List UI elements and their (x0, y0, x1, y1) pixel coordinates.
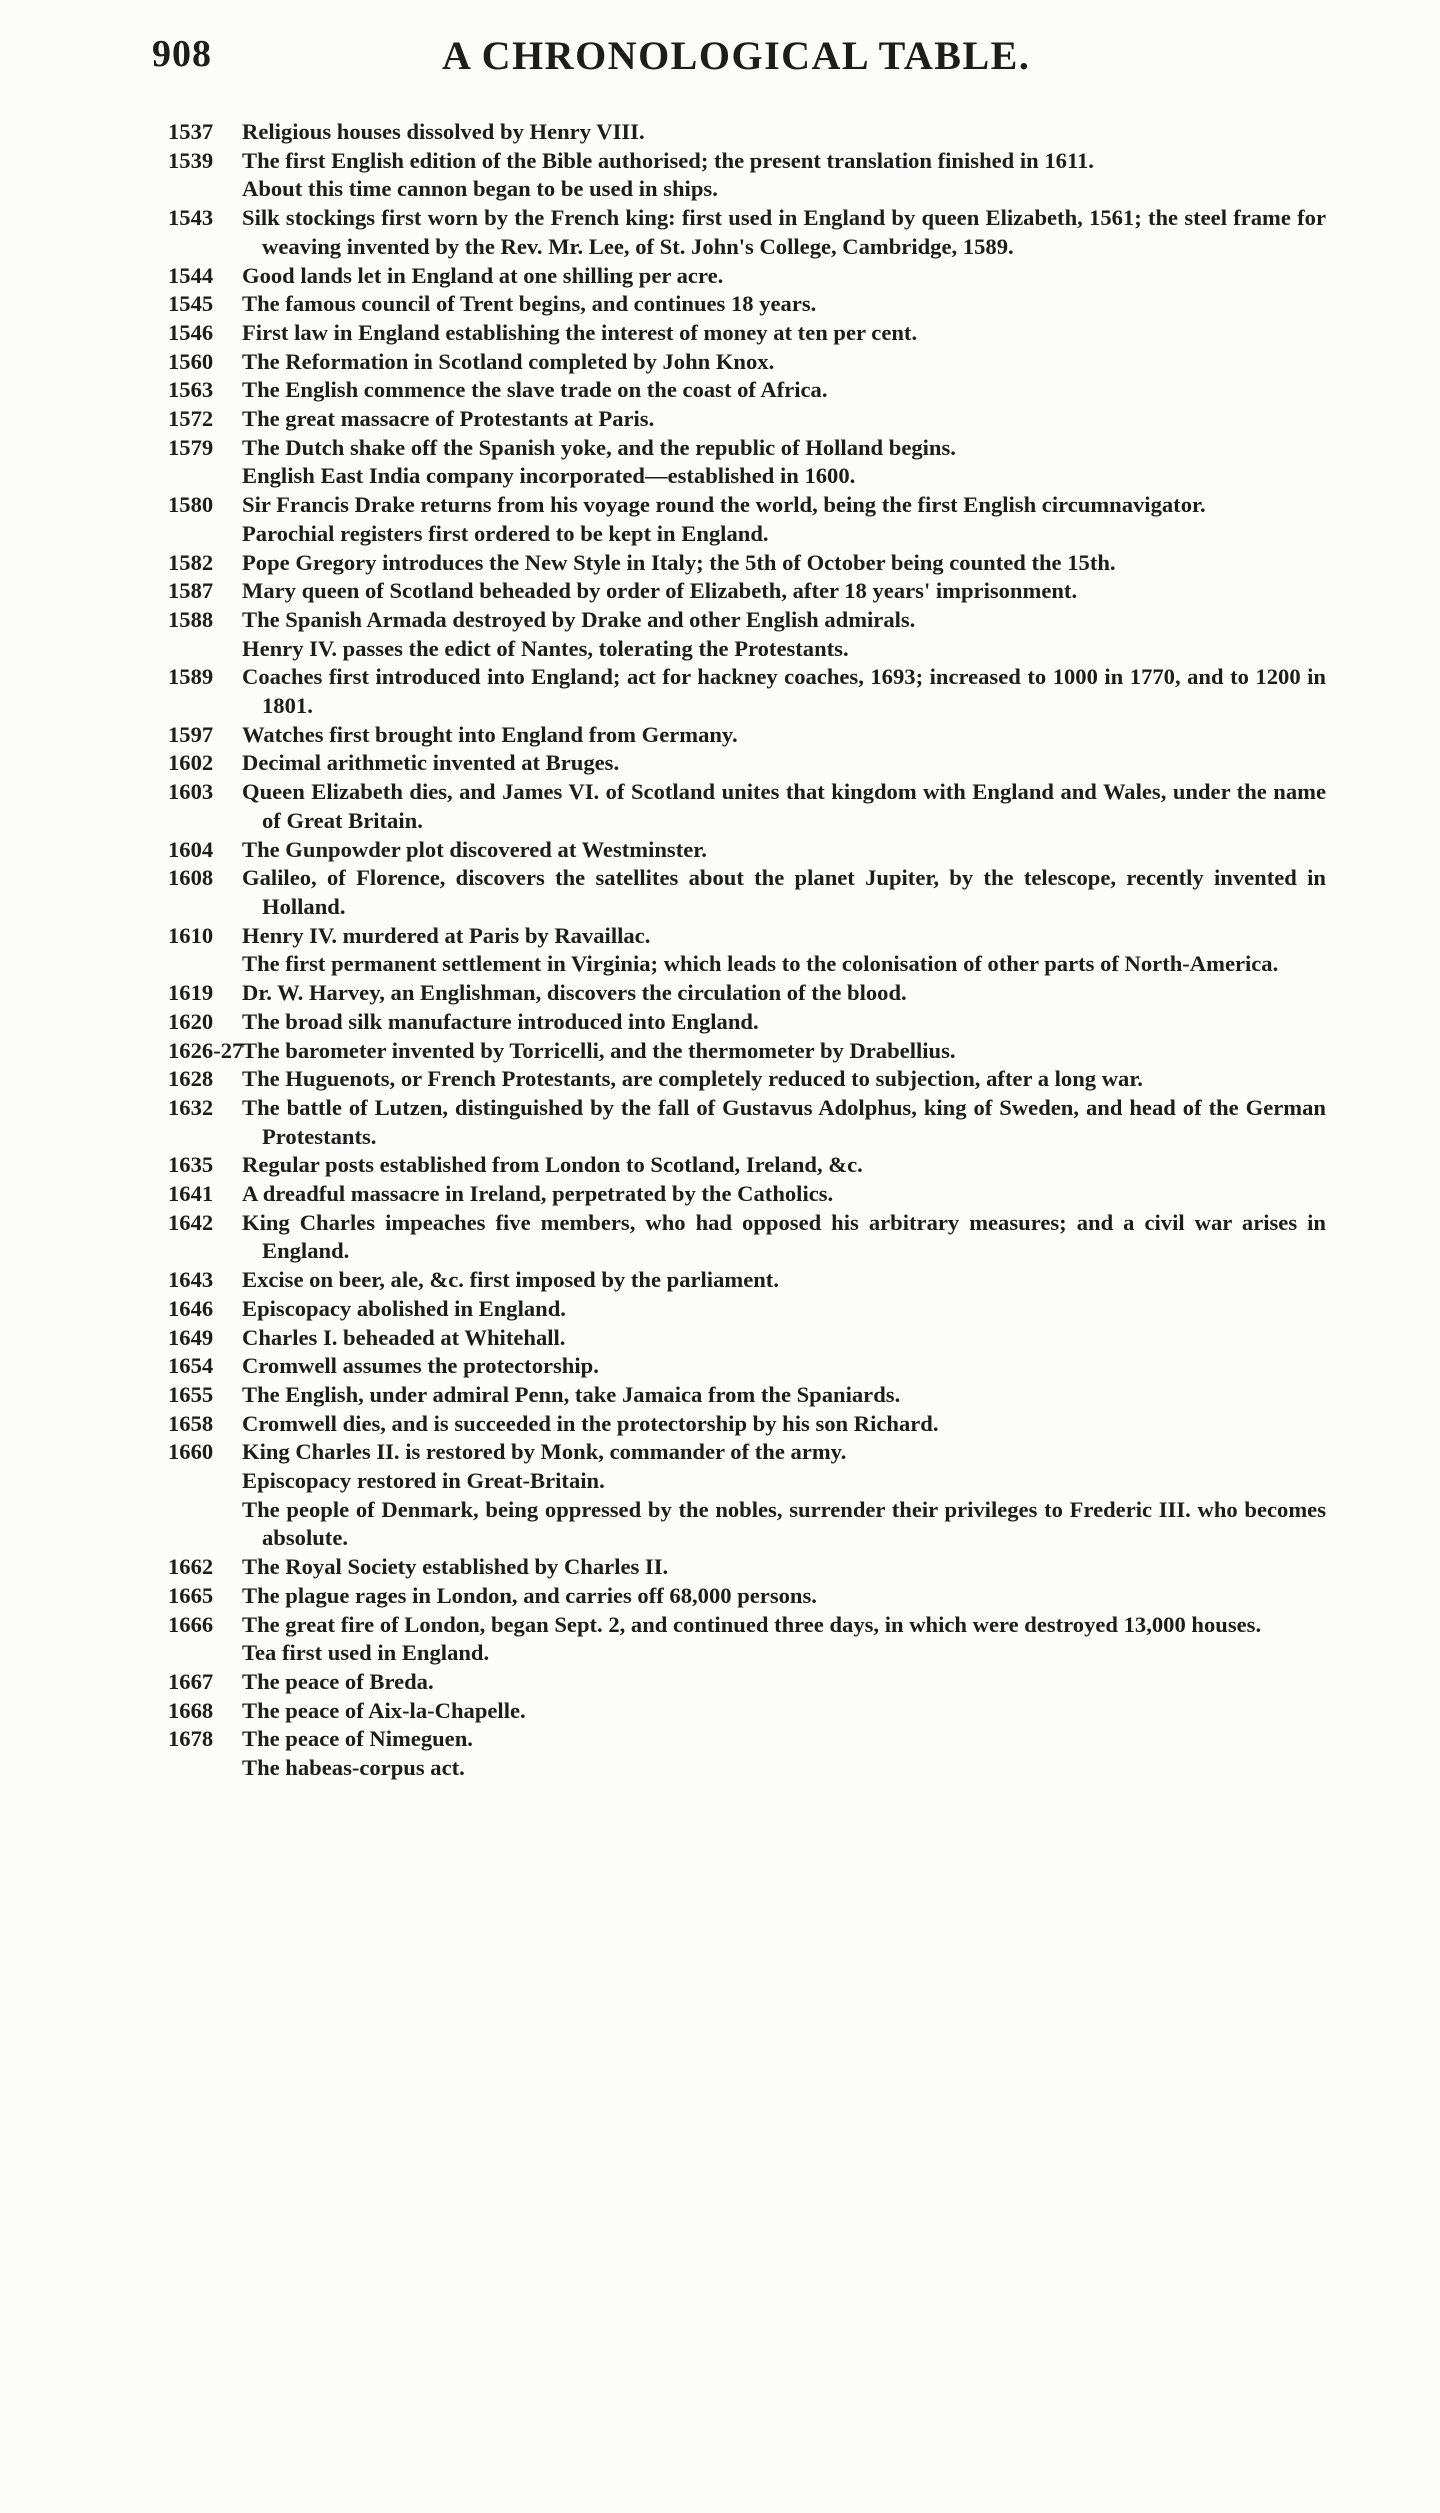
entry-text: Tea first used in England. (242, 1640, 490, 1666)
chronology-entry (168, 778, 1326, 835)
chronology-entry (168, 462, 1326, 491)
running-title: A CHRONOLOGICAL TABLE. (442, 33, 1031, 78)
chronology-entry (168, 175, 1326, 204)
entry-year: 1543 (168, 205, 214, 231)
entry-year: 1546 (168, 319, 214, 345)
chronology-entry (168, 864, 1326, 921)
entry-text: The broad silk manufacture introduced into England. (242, 1008, 759, 1034)
entry-text: The English commence the slave trade on the coast of Africa. (242, 377, 828, 403)
entry-text: Dr. W. Harvey, an Englishman, discovers the circulation of the blood. (242, 980, 907, 1006)
entry-text: The plague rages in London, and carries off 68,000 persons. (242, 1582, 817, 1608)
chronology-entry (168, 836, 1326, 865)
entry-year: 1579 (168, 434, 214, 460)
chronology-entry (168, 950, 1326, 979)
chronology-entry (168, 663, 1326, 720)
chronology-entry (168, 1467, 1326, 1496)
entry-year: 1654 (168, 1353, 214, 1379)
chronology-entry (168, 1209, 1326, 1266)
chronology-entry (168, 405, 1326, 434)
entry-year: 1665 (168, 1582, 214, 1608)
entry-year: 1646 (168, 1295, 214, 1321)
entry-year: 1666 (168, 1611, 214, 1637)
entry-year: 1563 (168, 377, 214, 403)
entry-year: 1608 (168, 865, 214, 891)
entry-text: Sir Francis Drake returns from his voyage round the world, being the first English circumnavigator. (242, 492, 1206, 518)
chronology-entry (168, 290, 1326, 319)
entry-year: 1635 (168, 1152, 214, 1178)
entry-text: Henry IV. passes the edict of Nantes, tolerating the Protestants. (242, 635, 849, 661)
entry-text: Cromwell assumes the protectorship. (242, 1353, 599, 1379)
entry-text: Cromwell dies, and is succeeded in the protectorship by his son Richard. (242, 1410, 939, 1436)
entry-text: The Spanish Armada destroyed by Drake and other English admirals. (242, 606, 916, 632)
chronology-entry (168, 577, 1326, 606)
chronology-entry (168, 1324, 1326, 1353)
chronology-entry (168, 1037, 1326, 1066)
chronology-entry (168, 1295, 1326, 1324)
entry-year: 1604 (168, 836, 214, 862)
entry-text: Watches first brought into England from Germany. (242, 721, 738, 747)
entry-year: 1545 (168, 291, 214, 317)
entry-text: Episcopacy abolished in England. (242, 1295, 566, 1321)
chronology-entry (168, 721, 1326, 750)
chronology-entry (168, 1410, 1326, 1439)
entry-text: Silk stockings first worn by the French king: first used in England by queen Elizabeth, 1561; the steel frame for weaving invented by the Rev. Mr. Lee, of St. John's College, Cambridge, 1589. (242, 205, 1326, 259)
entry-year: 1539 (168, 147, 214, 173)
entry-text: The peace of Nimeguen. (242, 1726, 473, 1752)
entry-year: 1678 (168, 1726, 214, 1752)
entry-year: 1660 (168, 1439, 214, 1465)
entry-text: Charles I. beheaded at Whitehall. (242, 1324, 566, 1350)
entry-text: Mary queen of Scotland beheaded by order of Elizabeth, after 18 years' imprisonment. (242, 578, 1078, 604)
chronology-entry (168, 1697, 1326, 1726)
chronology-entry (168, 1266, 1326, 1295)
entry-text: King Charles impeaches five members, who had opposed his arbitrary measures; and a civil war arises in England. (242, 1209, 1326, 1264)
entry-text: The peace of Aix-la-Chapelle. (242, 1697, 526, 1723)
entry-year: 1655 (168, 1381, 214, 1407)
chronology-entry (168, 922, 1326, 951)
chronology-entry (168, 1725, 1326, 1754)
entry-year: 1603 (168, 779, 214, 805)
page-header (152, 32, 1302, 92)
entry-text: The people of Denmark, being oppressed by the nobles, surrender their privileges to Frederic III. who becomes absolute. (242, 1496, 1326, 1551)
page-number: 908 (152, 33, 212, 75)
entry-text: About this time cannon began to be used in ships. (242, 176, 718, 202)
chronology-entry (168, 1639, 1326, 1668)
entry-text: Galileo, of Florence, discovers the satellites about the planet Jupiter, by the telescope, recently invented in Holland. (242, 865, 1326, 919)
chronology-list (168, 118, 1326, 1783)
entry-text: The Gunpowder plot discovered at Westminster. (242, 836, 707, 862)
chronology-entry (168, 1611, 1326, 1640)
entry-year: 1667 (168, 1668, 214, 1694)
entry-year: 1572 (168, 406, 214, 432)
entry-text: Coaches first introduced into England; act for hackney coaches, 1693; increased to 1000 in 1770, and to 1200 in 1801. (242, 664, 1326, 719)
entry-year: 1560 (168, 348, 214, 374)
chronology-entry (168, 1381, 1326, 1410)
entry-text: Henry IV. murdered at Paris by Ravaillac. (242, 922, 651, 948)
entry-year: 1589 (168, 664, 214, 690)
entry-text: The peace of Breda. (242, 1668, 434, 1694)
entry-year: 1641 (168, 1181, 214, 1207)
chronology-entry (168, 1582, 1326, 1611)
entry-text: Excise on beer, ale, &c. first imposed by the parliament. (242, 1267, 779, 1293)
entry-year: 1649 (168, 1324, 214, 1350)
entry-year: 1662 (168, 1554, 214, 1580)
chronology-entry (168, 1094, 1326, 1151)
chronology-entry (168, 606, 1326, 635)
entry-year: 1620 (168, 1008, 214, 1034)
chronology-entry (168, 1553, 1326, 1582)
entry-text: A dreadful massacre in Ireland, perpetrated by the Catholics. (242, 1181, 834, 1207)
entry-text: The Royal Society established by Charles II. (242, 1554, 669, 1580)
entry-text: The great massacre of Protestants at Paris. (242, 406, 655, 432)
entry-text: The English, under admiral Penn, take Jamaica from the Spaniards. (242, 1381, 901, 1407)
entry-year: 1602 (168, 750, 214, 776)
entry-year: 1642 (168, 1209, 214, 1235)
chronology-entry (168, 491, 1326, 520)
chronology-entry (168, 1065, 1326, 1094)
entry-year: 1668 (168, 1697, 214, 1723)
entry-year: 1610 (168, 922, 214, 948)
entry-year: 1597 (168, 721, 214, 747)
entry-text: Regular posts established from London to Scotland, Ireland, &c. (242, 1152, 863, 1178)
chronology-entry (168, 1180, 1326, 1209)
chronology-entry (168, 749, 1326, 778)
entry-text: The Huguenots, or French Protestants, are completely reduced to subjection, after a long war. (242, 1066, 1143, 1092)
entry-text: Parochial registers first ordered to be kept in England. (242, 520, 769, 546)
chronology-entry (168, 549, 1326, 578)
entry-text: The first permanent settlement in Virginia; which leads to the colonisation of other parts of North-America. (242, 951, 1279, 977)
entry-year: 1658 (168, 1410, 214, 1436)
entry-text: Queen Elizabeth dies, and James VI. of Scotland unites that kingdom with England and Wales, under the name of Great Britain. (242, 779, 1326, 833)
entry-text: The barometer invented by Torricelli, and the thermometer by Drabellius. (242, 1037, 956, 1063)
entry-year: 1544 (168, 262, 214, 288)
entry-year: 1582 (168, 549, 214, 575)
chronology-entry (168, 635, 1326, 664)
entry-year: 1643 (168, 1267, 214, 1293)
entry-text: The battle of Lutzen, distinguished by the fall of Gustavus Adolphus, king of Sweden, and head of the German Protestants. (242, 1094, 1326, 1149)
entry-year: 1537 (168, 119, 214, 144)
entry-text: The Reformation in Scotland completed by John Knox. (242, 348, 775, 374)
entry-year: 1626-27 (168, 1037, 244, 1063)
chronology-entry (168, 262, 1326, 291)
entry-year: 1580 (168, 492, 214, 518)
entry-text: Religious houses dissolved by Henry VIII. (242, 119, 645, 144)
chronology-entry (168, 319, 1326, 348)
entry-text: The famous council of Trent begins, and continues 18 years. (242, 291, 817, 317)
entry-text: English East India company incorporated—established in 1600. (242, 463, 856, 489)
entry-text: Pope Gregory introduces the New Style in Italy; the 5th of October being counted the 15th. (242, 549, 1116, 575)
entry-year: 1587 (168, 578, 214, 604)
entry-year: 1628 (168, 1066, 214, 1092)
chronology-entry (168, 147, 1326, 176)
entry-text: The first English edition of the Bible authorised; the present translation finished in 1611. (242, 147, 1094, 173)
chronology-entry (168, 1438, 1326, 1467)
entry-text: The great fire of London, began Sept. 2, and continued three days, in which were destroyed 13,000 houses. (242, 1611, 1262, 1637)
chronology-entry (168, 348, 1326, 377)
chronology-entry (168, 1008, 1326, 1037)
entry-text: First law in England establishing the interest of money at ten per cent. (242, 319, 918, 345)
chronology-entry (168, 1754, 1326, 1783)
entry-text: Decimal arithmetic invented at Bruges. (242, 750, 620, 776)
chronology-entry (168, 520, 1326, 549)
chronology-entry (168, 204, 1326, 261)
entry-year: 1619 (168, 980, 214, 1006)
chronology-entry (168, 1352, 1326, 1381)
entry-text: Episcopacy restored in Great-Britain. (242, 1468, 605, 1494)
entry-year: 1588 (168, 606, 214, 632)
chronology-entry (168, 376, 1326, 405)
chronology-entry (168, 1668, 1326, 1697)
chronology-entry (168, 1151, 1326, 1180)
entry-year: 1632 (168, 1094, 214, 1120)
chronology-entry (168, 1496, 1326, 1553)
entry-text: The Dutch shake off the Spanish yoke, and the republic of Holland begins. (242, 434, 956, 460)
entry-text: The habeas-corpus act. (242, 1755, 465, 1781)
entry-text: King Charles II. is restored by Monk, commander of the army. (242, 1439, 847, 1465)
chronology-entry (168, 434, 1326, 463)
chronology-entry (168, 118, 1326, 147)
chronology-entry (168, 979, 1326, 1008)
entry-text: Good lands let in England at one shilling per acre. (242, 262, 724, 288)
